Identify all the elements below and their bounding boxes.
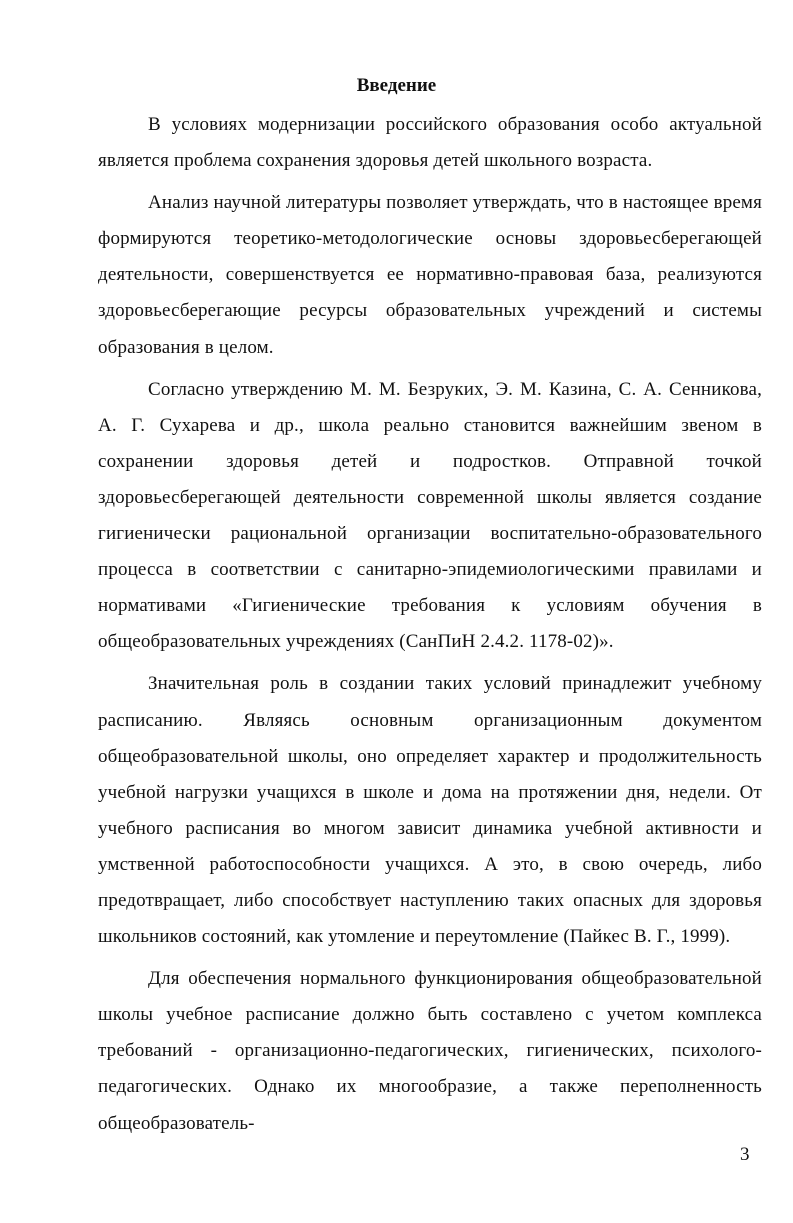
paragraph-2: Анализ научной литературы позволяет утверждать, что в настоящее время формируются теоретико-методологические основы здоровьесберегающей деятельности, совершенствуется ее нормативно-правовая база, реализуются здоровьесберегающие ресурсы образовательных учреждений и системы образования в целом. bbox=[98, 192, 762, 358]
body-text bbox=[98, 107, 762, 1148]
page-number: 3 bbox=[740, 1144, 750, 1165]
paragraph-5: Для обеспечения нормального функционирования общеобразовательной школы учебное расписание должно быть составлено с учетом комплекса требований - организационно-педагогических, гигиенических, психолого-педагогических. Однако их многообразие, а также переполненность общеобразователь- bbox=[98, 968, 762, 1134]
section-heading: Введение bbox=[356, 75, 437, 96]
paragraph-1: В условиях модернизации российского образования особо актуальной является проблема сохранения здоровья детей школьного возраста. bbox=[98, 114, 762, 172]
paragraph-3: Согласно утверждению М. М. Безруких, Э. М. Казина, С. А. Сенникова, А. Г. Сухарева и др., школа реально становится важнейшим звеном в сохранении здоровья детей и подростков. Отправной точкой здоровьесберегающей деятельности современной школы является создание гигиенически рациональной организации воспитательно-образовательного процесса в соответствии с санитарно-эпидемиологическими правилами и нормативами «Гигиенические требования к условиям обучения в общеобразовательных учреждениях (СанПиН 2.4.2. 1178-02)». bbox=[98, 378, 762, 653]
paragraph-4: Значительная роль в создании таких условий принадлежит учебному расписанию. Являясь основным организационным документом общеобразовательной школы, оно определяет характер и продолжительность учебной нагрузки учащихся в школе и дома на протяжении дня, недели. От учебного расписания во многом зависит динамика учебной активности и умственной работоспособности учащихся. А это, в свою очередь, либо предотвращает, либо способствует наступлению таких опасных для здоровья школьников состояний, как утомление и переутомление (Пайкес В. Г., 1999). bbox=[98, 673, 762, 948]
